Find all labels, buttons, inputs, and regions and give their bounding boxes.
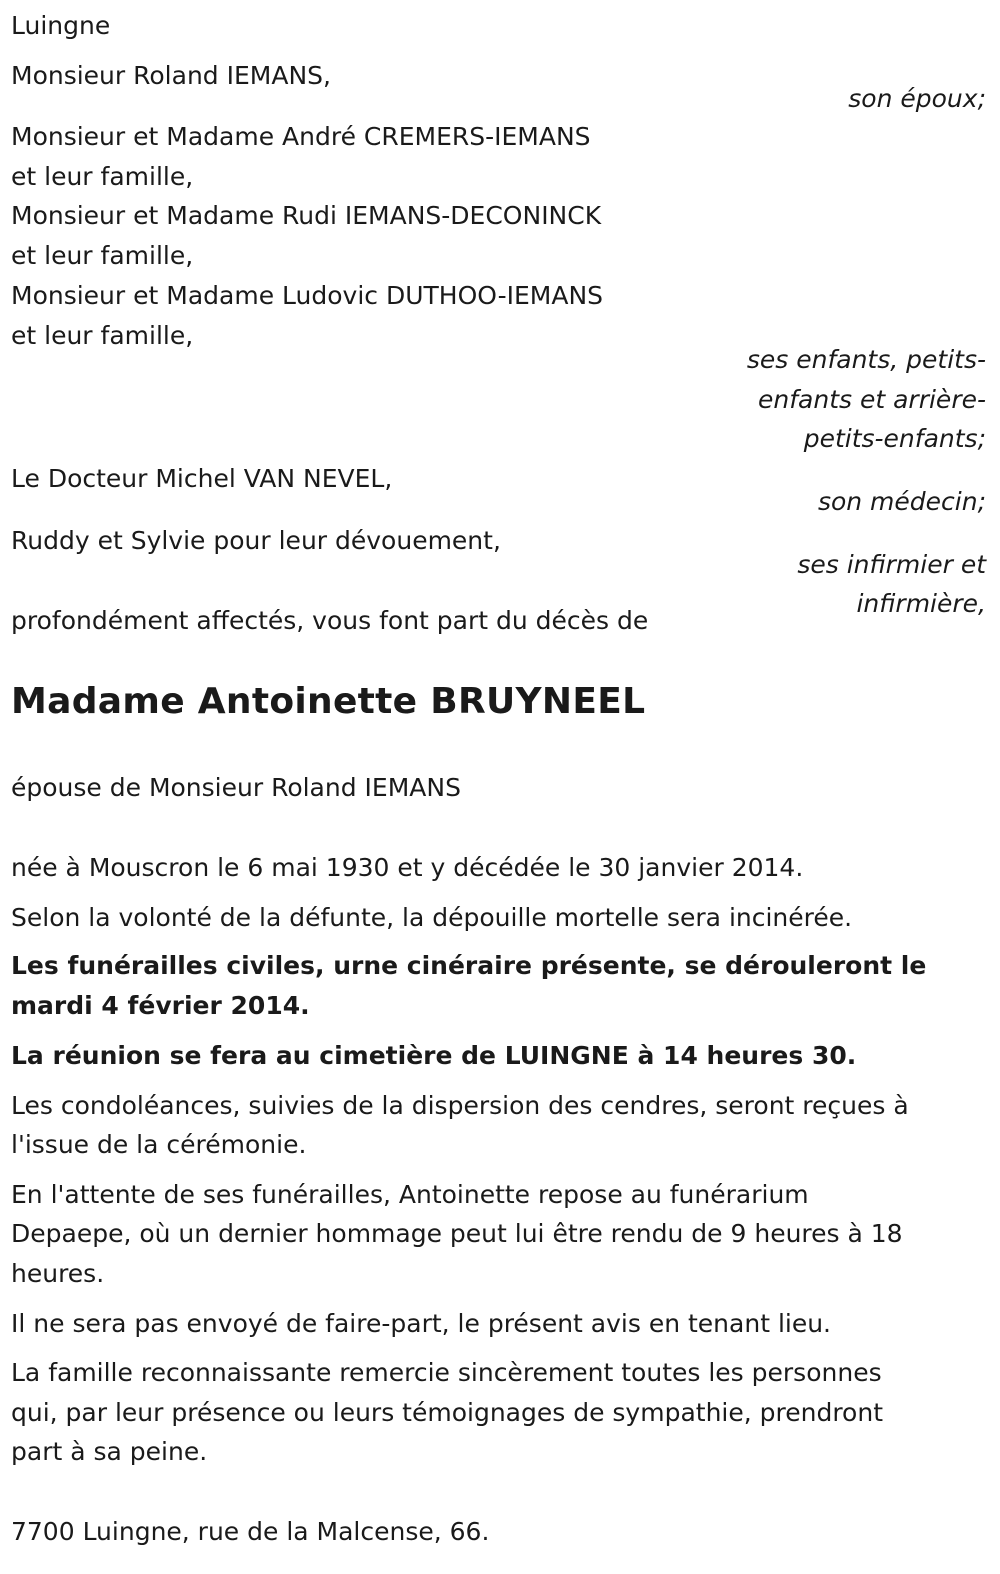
children-role-line: enfants et arrière- [758,385,986,414]
cremation-note: Selon la volonté de la défunte, la dépouille mortelle sera incinérée. [11,903,853,932]
nurses-name: Ruddy et Sylvie pour leur dévouement, [11,526,501,555]
child-family-line: et leur famille, [11,162,194,191]
locality: Luingne [11,11,111,40]
child-family-line: Monsieur et Madame Rudi IEMANS-DECONINCK [11,201,602,230]
children-role-line: petits-enfants; [803,424,986,453]
child-family-line: et leur famille, [11,241,194,270]
thanks-line: part à sa peine. [11,1437,208,1466]
funeral-line: Les funérailles civiles, urne cinéraire présente, se dérouleront le [11,951,927,980]
born-died: née à Mouscron le 6 mai 1930 et y décédée le 30 janvier 2014. [11,853,804,882]
nurses-role-line: infirmière, [856,589,986,618]
child-family-line: et leur famille, [11,321,194,350]
doctor-name: Le Docteur Michel VAN NEVEL, [11,464,393,493]
condolences-line: Les condoléances, suivies de la dispersion des cendres, seront reçues à [11,1091,909,1120]
rest-line: En l'attente de ses funérailles, Antoinette repose au funérarium [11,1180,809,1209]
deceased-name: Madame Antoinette BRUYNEEL [11,681,646,722]
child-family-line: Monsieur et Madame Ludovic DUTHOO-IEMANS [11,281,604,310]
children-role-line: ses enfants, petits- [746,345,986,374]
thanks-line: La famille reconnaissante remercie sincèrement toutes les personnes [11,1358,882,1387]
address: 7700 Luingne, rue de la Malcense, 66. [11,1517,490,1546]
no-notice: Il ne sera pas envoyé de faire-part, le présent avis en tenant lieu. [11,1309,832,1338]
nurses-role-line: ses infirmier et [797,550,986,579]
meeting-info: La réunion se fera au cimetière de LUINGNE à 14 heures 30. [11,1041,857,1070]
thanks-line: qui, par leur présence ou leurs témoignages de sympathie, prendront [11,1398,883,1427]
doctor-role: son médecin; [817,487,986,516]
child-family-line: Monsieur et Madame André CREMERS-IEMANS [11,122,591,151]
spouse-role: son époux; [848,84,986,113]
rest-line: heures. [11,1259,105,1288]
rest-line: Depaepe, où un dernier hommage peut lui être rendu de 9 heures à 18 [11,1219,903,1248]
spouse-name: Monsieur Roland IEMANS, [11,61,331,90]
wife-of: épouse de Monsieur Roland IEMANS [11,773,461,802]
funeral-line: mardi 4 février 2014. [11,991,310,1020]
condolences-line: l'issue de la cérémonie. [11,1130,307,1159]
announcement: profondément affectés, vous font part du décès de [11,606,649,635]
